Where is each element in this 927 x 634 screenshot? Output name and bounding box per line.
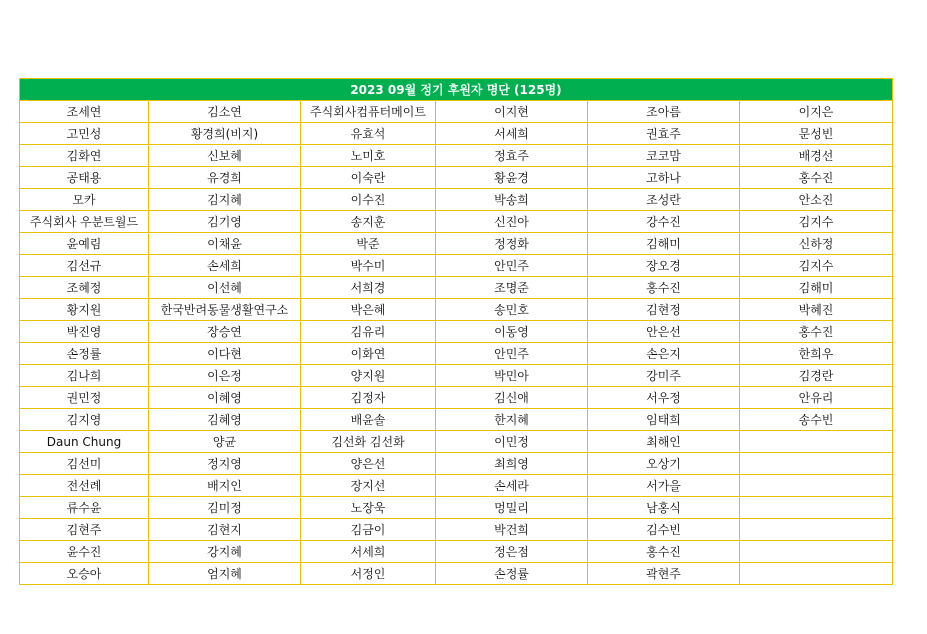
- sponsor-name-cell: 권효주: [588, 123, 740, 145]
- table-row: [20, 519, 893, 541]
- sponsor-name-cell: 김정자: [301, 387, 436, 409]
- sponsor-name-cell: 안민주: [436, 343, 588, 365]
- sponsor-name-cell: 이민정: [436, 431, 588, 453]
- sponsor-name-cell: 신하정: [740, 233, 893, 255]
- sponsor-name-cell: 서정인: [301, 563, 436, 585]
- sponsor-name-cell: 박송희: [436, 189, 588, 211]
- sponsor-name-cell: 손정률: [20, 343, 149, 365]
- sponsor-name-cell: 이혜영: [149, 387, 301, 409]
- sponsor-name-cell: 배윤솔: [301, 409, 436, 431]
- sponsor-name-cell: [740, 431, 893, 453]
- sponsor-name-cell: 류수윤: [20, 497, 149, 519]
- sponsor-name-cell: 김현정: [588, 299, 740, 321]
- sponsor-name-cell: 김화연: [20, 145, 149, 167]
- sponsor-name-cell: 조혜정: [20, 277, 149, 299]
- sponsor-name-cell: 안민주: [436, 255, 588, 277]
- sponsor-name-cell: 배경선: [740, 145, 893, 167]
- sponsor-name-cell: [740, 453, 893, 475]
- sponsor-name-cell: 배지인: [149, 475, 301, 497]
- sponsor-name-cell: 윤수진: [20, 541, 149, 563]
- sponsor-name-cell: 이화연: [301, 343, 436, 365]
- sponsor-name-cell: 이선혜: [149, 277, 301, 299]
- sponsor-name-cell: 김지영: [20, 409, 149, 431]
- sponsor-name-cell: 한지혜: [436, 409, 588, 431]
- sponsor-name-cell: 이지은: [740, 101, 893, 123]
- sponsor-name-cell: 조아름: [588, 101, 740, 123]
- sponsor-name-cell: 정정화: [436, 233, 588, 255]
- sponsor-name-cell: 황경희(비지): [149, 123, 301, 145]
- sponsor-name-cell: 조세연: [20, 101, 149, 123]
- sponsor-name-cell: 송지훈: [301, 211, 436, 233]
- sponsor-name-cell: 엄지혜: [149, 563, 301, 585]
- sponsor-name-cell: 이동영: [436, 321, 588, 343]
- sponsor-name-cell: 김지혜: [149, 189, 301, 211]
- sponsor-name-cell: 김금이: [301, 519, 436, 541]
- sponsor-name-cell: 곽현주: [588, 563, 740, 585]
- sponsor-name-cell: 서세희: [301, 541, 436, 563]
- sponsor-name-cell: 박진영: [20, 321, 149, 343]
- sponsor-name-cell: 노미호: [301, 145, 436, 167]
- table-row: [20, 431, 893, 453]
- sponsor-name-cell: 송수빈: [740, 409, 893, 431]
- table-row: [20, 497, 893, 519]
- sponsor-name-cell: 홍수진: [740, 321, 893, 343]
- sponsor-name-cell: 박은혜: [301, 299, 436, 321]
- sponsor-name-cell: 김해미: [740, 277, 893, 299]
- sponsor-name-cell: 고민성: [20, 123, 149, 145]
- sponsor-name-cell: 장오경: [588, 255, 740, 277]
- sponsor-name-cell: 안은선: [588, 321, 740, 343]
- table-row: [20, 453, 893, 475]
- sponsor-name-cell: 정은점: [436, 541, 588, 563]
- sponsor-name-cell: 박준: [301, 233, 436, 255]
- sponsor-name-cell: 양은선: [301, 453, 436, 475]
- sponsor-name-cell: 김신애: [436, 387, 588, 409]
- title-row: [20, 79, 893, 101]
- sponsor-name-cell: 김지수: [740, 255, 893, 277]
- sponsor-name-cell: 유경희: [149, 167, 301, 189]
- sponsor-name-cell: [740, 563, 893, 585]
- sponsor-name-cell: 김선규: [20, 255, 149, 277]
- sponsor-name-cell: 손은지: [588, 343, 740, 365]
- sponsor-name-cell: 윤예림: [20, 233, 149, 255]
- sponsor-name-cell: 박수미: [301, 255, 436, 277]
- sponsor-name-cell: 이다현: [149, 343, 301, 365]
- sponsor-name-cell: 신진아: [436, 211, 588, 233]
- sponsor-name-cell: 김미정: [149, 497, 301, 519]
- sponsor-name-cell: 정효주: [436, 145, 588, 167]
- table-row: [20, 299, 893, 321]
- sponsor-name-cell: 정지영: [149, 453, 301, 475]
- sponsor-name-cell: 황지원: [20, 299, 149, 321]
- sponsor-name-cell: 박민아: [436, 365, 588, 387]
- sponsor-name-cell: 양균: [149, 431, 301, 453]
- sponsor-name-cell: 코코맘: [588, 145, 740, 167]
- table-row: [20, 321, 893, 343]
- sponsor-name-cell: 서우정: [588, 387, 740, 409]
- sponsor-name-cell: 김나희: [20, 365, 149, 387]
- sponsor-name-cell: 장승연: [149, 321, 301, 343]
- sponsor-name-cell: 김해미: [588, 233, 740, 255]
- sponsor-name-cell: 강수진: [588, 211, 740, 233]
- sponsor-name-cell: 김경란: [740, 365, 893, 387]
- sponsor-name-cell: 황윤경: [436, 167, 588, 189]
- sponsor-name-cell: 조성란: [588, 189, 740, 211]
- sponsor-name-cell: [740, 475, 893, 497]
- sponsor-name-cell: 노장욱: [301, 497, 436, 519]
- sponsor-name-cell: 홍수진: [588, 277, 740, 299]
- sponsor-name-cell: 손세희: [149, 255, 301, 277]
- sponsor-name-cell: 주식회사컴퓨터메이트: [301, 101, 436, 123]
- sponsor-name-cell: 오승아: [20, 563, 149, 585]
- sponsor-name-cell: [740, 519, 893, 541]
- sponsor-name-cell: 조명준: [436, 277, 588, 299]
- sponsor-name-cell: 모카: [20, 189, 149, 211]
- sponsor-name-cell: 손정률: [436, 563, 588, 585]
- table-title: 2023 09월 정기 후원자 명단 (125명): [20, 79, 893, 101]
- sponsor-name-cell: 송민호: [436, 299, 588, 321]
- sponsor-name-cell: 김선미: [20, 453, 149, 475]
- sponsor-name-cell: 김혜영: [149, 409, 301, 431]
- sponsor-name-cell: 고하나: [588, 167, 740, 189]
- sponsor-name-cell: 주식회사 우분트월드: [20, 211, 149, 233]
- sponsor-name-cell: 문성빈: [740, 123, 893, 145]
- sponsor-name-cell: 박혜진: [740, 299, 893, 321]
- sponsor-name-cell: 유효석: [301, 123, 436, 145]
- sponsor-name-cell: 홍수진: [588, 541, 740, 563]
- table-row: [20, 233, 893, 255]
- sponsor-name-cell: 한국반려동물생활연구소: [149, 299, 301, 321]
- sponsor-name-cell: 최해인: [588, 431, 740, 453]
- table-row: [20, 123, 893, 145]
- sponsor-name-cell: 안유리: [740, 387, 893, 409]
- table-row: [20, 255, 893, 277]
- sponsor-name-cell: 강미주: [588, 365, 740, 387]
- sponsor-name-cell: 전선례: [20, 475, 149, 497]
- sponsor-name-cell: 서가을: [588, 475, 740, 497]
- sponsor-name-cell: 공태용: [20, 167, 149, 189]
- table-body: [20, 101, 893, 585]
- sponsor-list: [19, 78, 892, 585]
- table-row: [20, 387, 893, 409]
- sponsor-name-cell: 이지현: [436, 101, 588, 123]
- sponsor-name-cell: 최희영: [436, 453, 588, 475]
- table-row: [20, 365, 893, 387]
- sponsor-table: [19, 78, 893, 585]
- sponsor-name-cell: [740, 497, 893, 519]
- table-row: [20, 167, 893, 189]
- sponsor-name-cell: 김기영: [149, 211, 301, 233]
- sponsor-name-cell: 김수빈: [588, 519, 740, 541]
- table-row: [20, 541, 893, 563]
- sponsor-name-cell: 장지선: [301, 475, 436, 497]
- sponsor-name-cell: [740, 541, 893, 563]
- sponsor-name-cell: 서세희: [436, 123, 588, 145]
- sponsor-name-cell: 임태희: [588, 409, 740, 431]
- table-row: [20, 409, 893, 431]
- table-row: [20, 101, 893, 123]
- sponsor-name-cell: 강지혜: [149, 541, 301, 563]
- sponsor-name-cell: 서희경: [301, 277, 436, 299]
- sponsor-name-cell: 이수진: [301, 189, 436, 211]
- sponsor-name-cell: 권민정: [20, 387, 149, 409]
- sponsor-name-cell: 멍밀리: [436, 497, 588, 519]
- sponsor-name-cell: 박건희: [436, 519, 588, 541]
- sponsor-name-cell: 이은정: [149, 365, 301, 387]
- sponsor-name-cell: 김현지: [149, 519, 301, 541]
- sponsor-name-cell: 신보혜: [149, 145, 301, 167]
- table-row: [20, 189, 893, 211]
- sponsor-name-cell: 안소진: [740, 189, 893, 211]
- table-row: [20, 475, 893, 497]
- sponsor-name-cell: Daun Chung: [20, 431, 149, 453]
- table-row: [20, 145, 893, 167]
- table-row: [20, 563, 893, 585]
- table-row: [20, 277, 893, 299]
- sponsor-name-cell: 김소연: [149, 101, 301, 123]
- sponsor-name-cell: 손세라: [436, 475, 588, 497]
- table-row: [20, 211, 893, 233]
- sponsor-name-cell: 이숙란: [301, 167, 436, 189]
- table-row: [20, 343, 893, 365]
- sponsor-name-cell: 이채윤: [149, 233, 301, 255]
- sponsor-name-cell: 남홍식: [588, 497, 740, 519]
- sponsor-name-cell: 김현주: [20, 519, 149, 541]
- sponsor-name-cell: 양지원: [301, 365, 436, 387]
- sponsor-name-cell: 한희우: [740, 343, 893, 365]
- sponsor-name-cell: 김유리: [301, 321, 436, 343]
- sponsor-name-cell: 홍수진: [740, 167, 893, 189]
- sponsor-name-cell: 김지수: [740, 211, 893, 233]
- sponsor-name-cell: 김선화 김선화: [301, 431, 436, 453]
- sponsor-name-cell: 오상기: [588, 453, 740, 475]
